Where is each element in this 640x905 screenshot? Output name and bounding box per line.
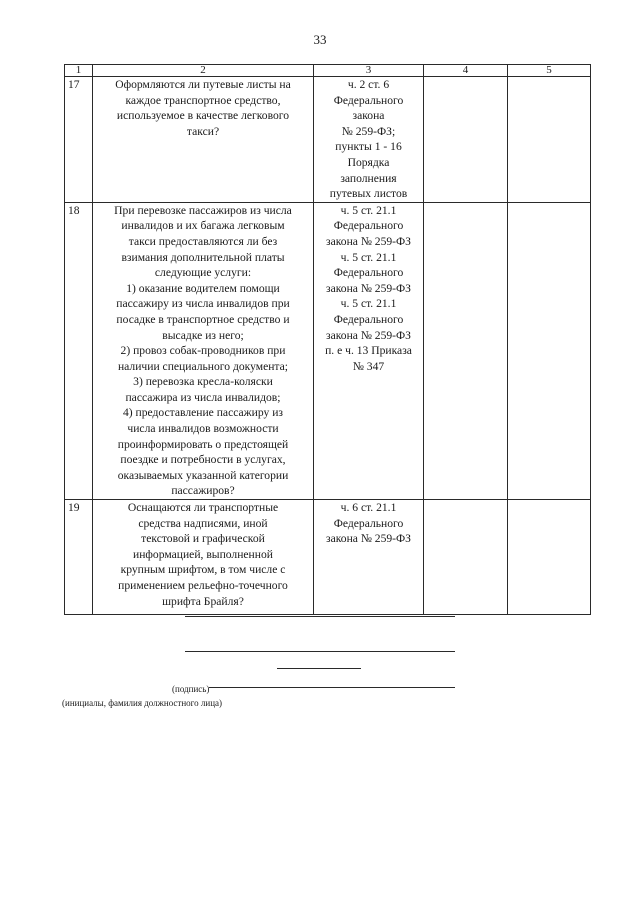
legal-basis-line: ч. 5 ст. 21.1	[340, 250, 397, 264]
legal-basis-line: Порядка	[347, 155, 390, 169]
table-row	[65, 77, 591, 203]
legal-basis-line: Федерального	[333, 219, 404, 233]
question-line: текстовой и графической	[141, 532, 265, 546]
signature-line-3	[277, 668, 361, 669]
legal-basis-line: Федерального	[333, 312, 404, 326]
legal-basis-line: № 347	[352, 359, 385, 373]
legal-basis-line: закона № 259-ФЗ	[326, 281, 411, 295]
note-cell	[508, 77, 591, 203]
header-col-5: 5	[508, 65, 591, 77]
question-line: 4) предоставление пассажиру из	[122, 406, 283, 420]
question-line: Оформляются ли путевые листы на	[115, 78, 291, 91]
legal-basis-line: закона № 259-ФЗ	[326, 328, 411, 342]
question-line: поездке и потребности в услугах,	[120, 453, 286, 467]
question-line: шрифта Брайля?	[162, 594, 244, 608]
signature-line-4	[209, 687, 455, 688]
question-line: 2) провоз собак-проводников при	[120, 344, 286, 358]
question-line: крупным шрифтом, в том числе с	[120, 563, 286, 577]
legal-basis-line: закона № 259-ФЗ	[326, 532, 411, 546]
question-line: взимания дополнительной платы	[121, 250, 285, 264]
legal-basis-line: закона	[352, 109, 385, 123]
legal-basis-line: Федерального	[333, 516, 404, 530]
legal-basis-line: пункты 1 - 16	[335, 140, 402, 154]
question-cell	[93, 202, 314, 499]
question-cell	[93, 77, 314, 203]
question-cell	[93, 500, 314, 615]
row-number: 17	[65, 77, 93, 203]
question-line: оказываемых указанной категории	[117, 468, 289, 482]
question-line: Оснащаются ли транспортные	[127, 501, 279, 515]
page-number: 33	[313, 32, 327, 47]
question-line: пассажиров?	[171, 484, 235, 498]
table-row	[65, 202, 591, 499]
question-line: инвалидов и их багажа легковым	[121, 219, 285, 233]
table-row	[65, 500, 591, 615]
question-line: 1) оказание водителем помощи	[126, 281, 280, 295]
question-line: посадке в транспортное средство и	[116, 312, 290, 326]
row-number: 19	[65, 500, 93, 615]
header-col-3: 3	[314, 65, 424, 77]
header-col-2: 2	[93, 65, 314, 77]
question-line: пассажиру из числа инвалидов при	[116, 297, 290, 311]
legal-basis-line: № 259-ФЗ;	[341, 124, 396, 138]
question-line: 3) перевозка кресла-коляски	[133, 375, 273, 389]
question-line: такси?	[186, 124, 220, 138]
row-number: 18	[65, 202, 93, 499]
legal-basis-line: ч. 5 ст. 21.1	[340, 203, 397, 217]
question-line: информацией, выполненной	[133, 547, 273, 561]
question-line: средства надписями, иной	[138, 516, 268, 530]
signature-line-2	[185, 651, 455, 652]
answer-cell	[424, 500, 508, 615]
legal-basis-line: Федерального	[333, 93, 404, 107]
legal-basis-cell	[314, 202, 424, 499]
note-cell	[508, 202, 591, 499]
question-line: используемое в качестве легкового	[116, 109, 290, 123]
question-line: такси предоставляются ли без	[128, 234, 278, 248]
question-line: наличии специального документа;	[117, 359, 289, 373]
legal-basis-line: ч. 5 ст. 21.1	[340, 297, 397, 311]
question-line: следующие услуги:	[154, 266, 252, 280]
question-line: проинформировать о предстоящей	[117, 437, 289, 451]
legal-basis-line: п. е ч. 13 Приказа	[325, 344, 412, 358]
header-col-1: 1	[65, 65, 93, 77]
signature-line-1	[185, 616, 455, 617]
header-col-4: 4	[424, 65, 508, 77]
question-line: высадке из него;	[162, 328, 244, 342]
checklist-table	[64, 64, 591, 615]
legal-basis-line: заполнения	[340, 171, 397, 185]
name-caption: (инициалы, фамилия должностного лица)	[62, 698, 223, 708]
table-header-row	[65, 65, 591, 77]
note-cell	[508, 500, 591, 615]
question-line: применением рельефно-точечного	[118, 579, 288, 592]
question-line: пассажира из числа инвалидов;	[125, 390, 281, 404]
answer-cell	[424, 202, 508, 499]
legal-basis-line: Федерального	[333, 266, 404, 280]
legal-basis-cell	[314, 77, 424, 203]
legal-basis-line: путевых листов	[329, 187, 408, 201]
legal-basis-line: закона № 259-ФЗ	[326, 234, 411, 248]
table-body	[65, 77, 591, 615]
signature-caption: (подпись)	[172, 684, 210, 694]
question-line: каждое транспортное средство,	[125, 93, 281, 107]
legal-basis-cell	[314, 500, 424, 615]
legal-basis-line: ч. 2 ст. 6	[347, 78, 390, 91]
question-line: числа инвалидов возможности	[127, 422, 279, 436]
question-line: При перевозке пассажиров из числа	[114, 203, 292, 217]
answer-cell	[424, 77, 508, 203]
legal-basis-line: ч. 6 ст. 21.1	[340, 501, 397, 515]
